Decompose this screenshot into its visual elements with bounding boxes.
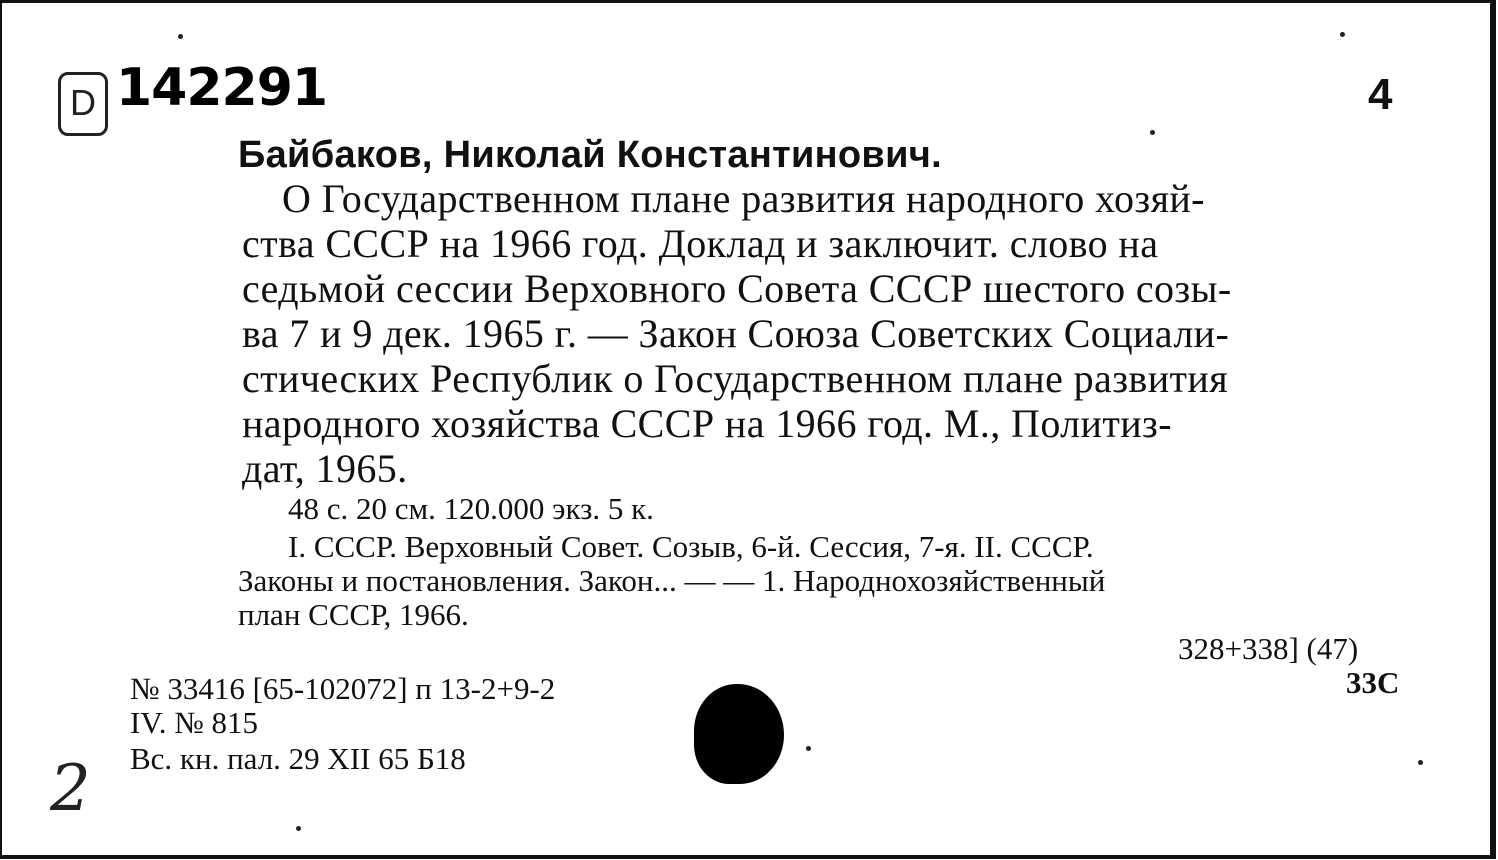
physical-description: 48 с. 20 см. 120.000 экз. 5 к.: [288, 491, 654, 526]
speck: [1418, 760, 1423, 765]
card-number: 4: [1368, 70, 1393, 119]
ink-blot: [694, 684, 784, 784]
speck: [296, 826, 301, 831]
subject-line: Законы и постановления. Закон... — — 1. Народнохозяйственный: [238, 563, 1106, 598]
footer-line: № 33416 [65-102072] п 13-2+9-2: [130, 671, 556, 706]
handwritten-note: 2: [50, 752, 91, 826]
handwritten-id: 142291: [116, 58, 328, 118]
author-heading: Байбаков, Николай Константинович.: [238, 134, 942, 176]
speck: [1150, 130, 1155, 135]
subject-line: I. СССР. Верховный Совет. Созыв, 6-й. Сессия, 7-я. II. СССР.: [288, 529, 1094, 564]
title-line: стических Республик о Государственном плане развития: [242, 356, 1228, 401]
footer-line: Вс. кн. пал. 29 XII 65 Б18: [130, 741, 466, 776]
class-code: 33С: [1346, 665, 1400, 700]
speck: [1340, 32, 1345, 37]
title-line: седьмой сессии Верховного Совета СССР шестого созы-: [242, 266, 1232, 311]
classification-number: 328+338] (47): [1178, 631, 1359, 666]
speck: [178, 34, 183, 39]
footer-line: IV. № 815: [130, 705, 259, 740]
title-line: дат, 1965.: [242, 446, 408, 491]
title-line: О Государственном плане развития народного хозяй-: [282, 176, 1205, 221]
title-line: ства СССР на 1966 год. Доклад и заключит. слово на: [242, 221, 1159, 266]
title-line: народного хозяйства СССР на 1966 год. М., Политиз-: [242, 401, 1172, 446]
speck: [806, 746, 811, 751]
library-stamp-icon: D: [58, 72, 108, 136]
title-line: ва 7 и 9 дек. 1965 г. — Закон Союза Советских Социали-: [242, 311, 1230, 356]
subject-line: план СССР, 1966.: [238, 597, 469, 632]
